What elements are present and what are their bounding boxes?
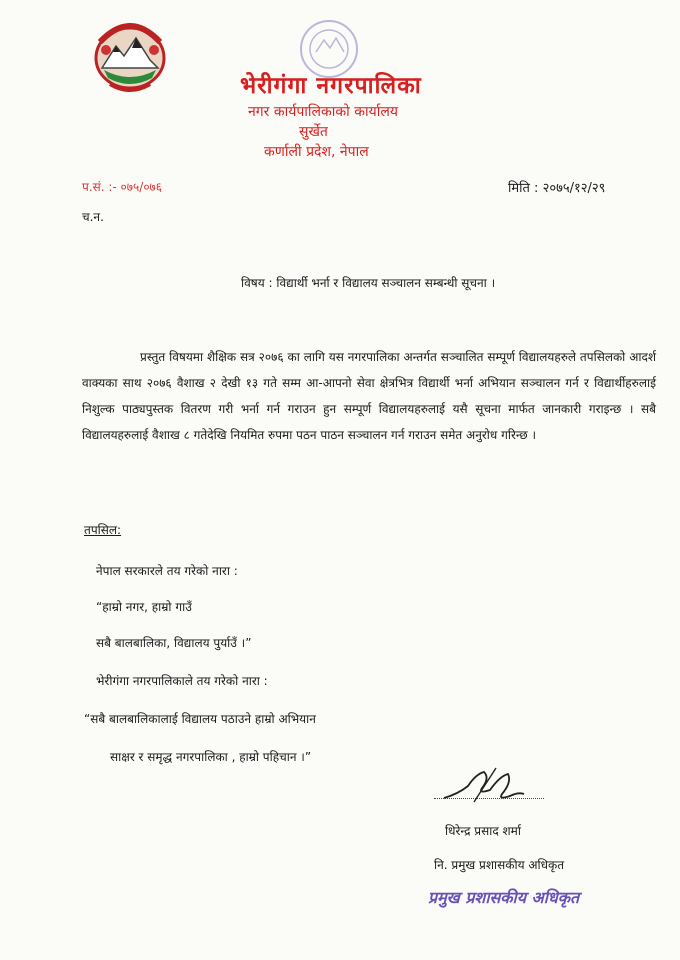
province-name: कर्णाली प्रदेश, नेपाल bbox=[264, 144, 369, 160]
organization-title: भेरीगंगा नगरपालिका bbox=[240, 73, 422, 99]
official-stamp: प्रमुख प्रशासकीय अधिकृत bbox=[428, 888, 580, 907]
muni-slogan-line-1: “सबै बालबालिकालाई विद्यालय पठाउने हाम्रो अभियान bbox=[84, 712, 316, 726]
district-name: सुर्खेत bbox=[299, 124, 328, 140]
gov-slogan-line-1: “हाम्रो नगर, हाम्रो गाउँ bbox=[96, 600, 192, 614]
subject-line: विषय : विद्यार्थी भर्ना र विद्यालय सञ्चालन सम्बन्धी सूचना । bbox=[241, 276, 496, 290]
signer-title: नि. प्रमुख प्रशासकीय अधिकृत bbox=[434, 858, 565, 872]
nepal-emblem-icon bbox=[86, 12, 174, 94]
signature-line bbox=[434, 798, 544, 799]
annex-heading: तपसिल: bbox=[84, 523, 122, 537]
dispatch-number: च.न. bbox=[82, 210, 104, 224]
gov-slogan-label: नेपाल सरकारले तय गरेको नारा : bbox=[96, 564, 238, 578]
signature-icon bbox=[438, 764, 528, 810]
office-name: नगर कार्यपालिकाको कार्यालय bbox=[248, 104, 398, 120]
gov-slogan-line-2: सबै बालबालिका, विद्यालय पुर्याउँ ।” bbox=[96, 636, 252, 650]
muni-slogan-label: भेरीगंगा नगरपालिकाले तय गरेको नारा : bbox=[96, 674, 268, 688]
notice-body: प्रस्तुत विषयमा शैक्षिक सत्र २०७६ का लागि यस नगरपालिका अन्तर्गत सञ्चालित सम्पूर्ण विद्यालयहरुले तपसिलको आदर्श वाक्यका साथ २०७६ वैशाख २ देखी १३ गते सम्म आ-आपनो सेवा क्षेत्रभित्र विद्यार्थी भर्ना अभियान सञ्चालन गर्न र विद्यार्थीहरुलाई निशुल्क पाठ्यपुस्तक वितरण गरी भर्ना गर्न गराउन हुन सम्पूर्ण विद्यालयहरुलाई यसै सूचना मार्फत जानकारी गराइन्छ । सबै विद्यालयहरुलाई वैशाख ८ गतेदेखि नियमित रुपमा पठन पाठन सञ्चालन गर्न गराउन समेत अनुरोध गरिन्छ । bbox=[82, 350, 656, 442]
signer-name: धिरेन्द्र प्रसाद शर्मा bbox=[445, 824, 521, 838]
reference-number: प.सं. :- ०७५/०७६ bbox=[82, 180, 163, 194]
muni-slogan-line-2: साक्षर र समृद्ध नगरपालिका , हाम्रो पहिचान ।” bbox=[110, 750, 312, 764]
issue-date: मिति : २०७५/१२/२९ bbox=[508, 181, 606, 196]
